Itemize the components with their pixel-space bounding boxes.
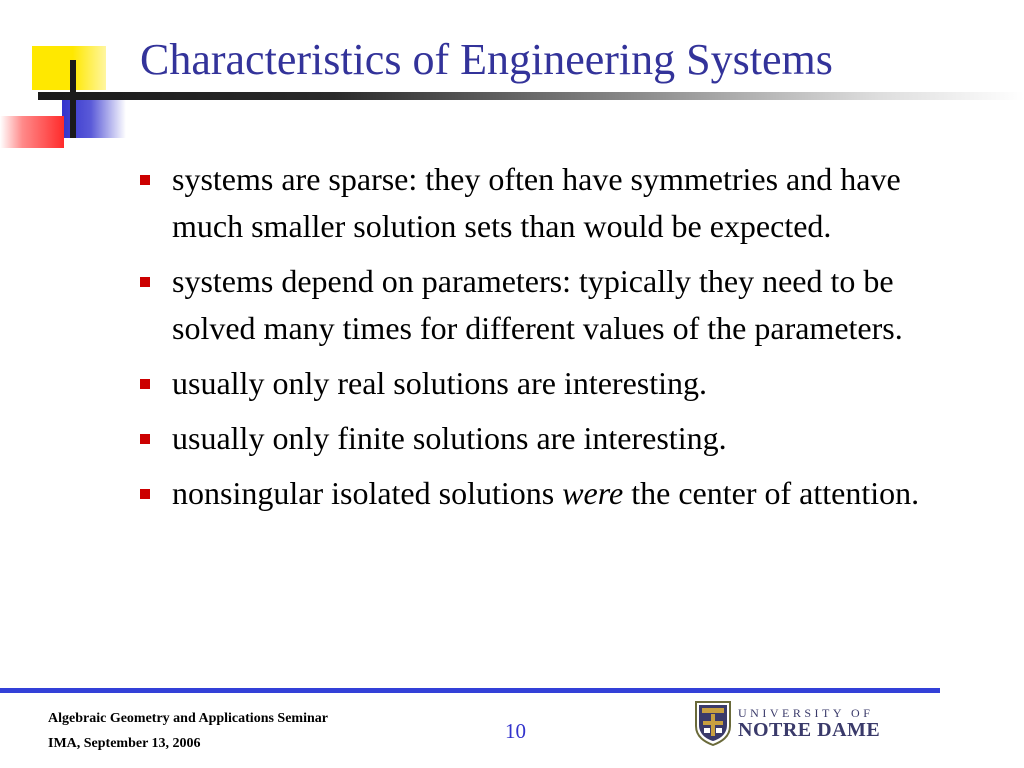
bullet-list [140, 156, 960, 525]
bullet-text-post: the center of attention. [623, 475, 920, 511]
logo-wordmark [738, 706, 880, 740]
bullet-item [140, 360, 960, 407]
bullet-text [172, 470, 960, 517]
footer-rule [0, 688, 940, 693]
bullet-item [140, 415, 960, 462]
square-bullet-icon [140, 434, 150, 444]
bullet-text: usually only real solutions are interesting. [172, 365, 707, 401]
university-seal-icon [694, 700, 732, 746]
bullet-text-pre: nonsingular isolated solutions [172, 475, 563, 511]
bullet-item [140, 470, 960, 517]
footer-seminar: Algebraic Geometry and Applications Seminar [48, 711, 328, 726]
footer-info [48, 706, 328, 756]
footer-date: IMA, September 13, 2006 [48, 736, 201, 751]
slide-title: Characteristics of Engineering Systems [140, 35, 833, 84]
bullet-text: usually only finite solutions are interesting. [172, 420, 727, 456]
bullet-text: systems are sparse: they often have symmetries and have much smaller solution sets than would be expected. [172, 161, 901, 244]
square-bullet-icon [140, 175, 150, 185]
square-bullet-icon [140, 379, 150, 389]
page-number: 10 [505, 719, 526, 743]
bullet-text: systems depend on parameters: typically they need to be solved many times for different values of the parameters. [172, 263, 903, 346]
square-bullet-icon [140, 489, 150, 499]
bullet-item [140, 258, 960, 352]
logo-line-university: UNIVERSITY OF [738, 706, 874, 720]
bullet-text-emphasis: were [562, 475, 624, 511]
title-underline-rule [38, 92, 1024, 100]
logo-line-notre-dame: NOTRE DAME [738, 719, 881, 741]
square-bullet-icon [140, 277, 150, 287]
bullet-item [140, 156, 960, 250]
corner-ornament-red-block [0, 116, 64, 148]
notre-dame-logo [694, 700, 880, 746]
corner-ornament-yellow-block [32, 46, 106, 90]
